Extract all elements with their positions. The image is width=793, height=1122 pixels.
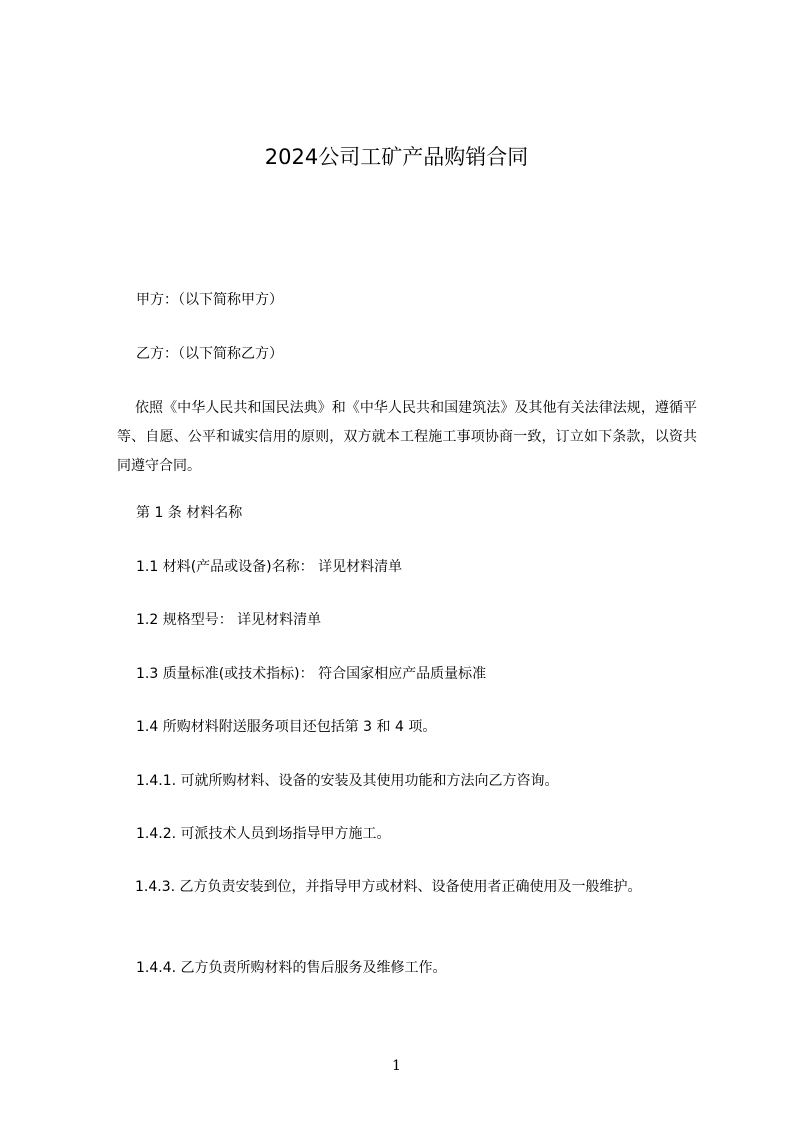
document-title: 2024公司工矿产品购销合同 xyxy=(264,145,529,169)
clause-1-4: 1.4 所购材料附送服务项目还包括第 3 和 4 项。 xyxy=(136,719,437,735)
clause-1-2: 1.2 规格型号： 详见材料清单 xyxy=(136,612,322,628)
preamble-paragraph: 依照《中华人民共和国民法典》和《中华人民共和国建筑法》及其他有关法律法规，遵循平等、自愿、公平和诚实信用的原则，双方就本工程施工事项协商一致，订立如下条款，以资共同遵守合同。 xyxy=(117,400,697,474)
clause-1-1: 1.1 材料(产品或设备)名称： 详见材料清单 xyxy=(136,559,403,575)
article-1-heading: 第 1 条 材料名称 xyxy=(136,505,243,521)
clause-1-4-1: 1.4.1. 可就所购材料、设备的安装及其使用功能和方法向乙方咨询。 xyxy=(136,773,559,789)
party-b-line: 乙方：（以下简称乙方） xyxy=(136,346,283,362)
clause-1-4-3: 1.4.3. 乙方负责安装到位，并指导甲方或材料、设备使用者正确使用及一般维护。 xyxy=(135,879,642,895)
party-a-line: 甲方：（以下简称甲方） xyxy=(136,292,283,308)
clause-1-4-2: 1.4.2. 可派技术人员到场指导甲方施工。 xyxy=(136,826,391,842)
clause-1-3: 1.3 质量标准(或技术指标)： 符合国家相应产品质量标准 xyxy=(136,666,487,682)
clause-1-4-4: 1.4.4. 乙方负责所购材料的售后服务及维修工作。 xyxy=(136,960,447,976)
page-number: 1 xyxy=(392,1058,401,1074)
